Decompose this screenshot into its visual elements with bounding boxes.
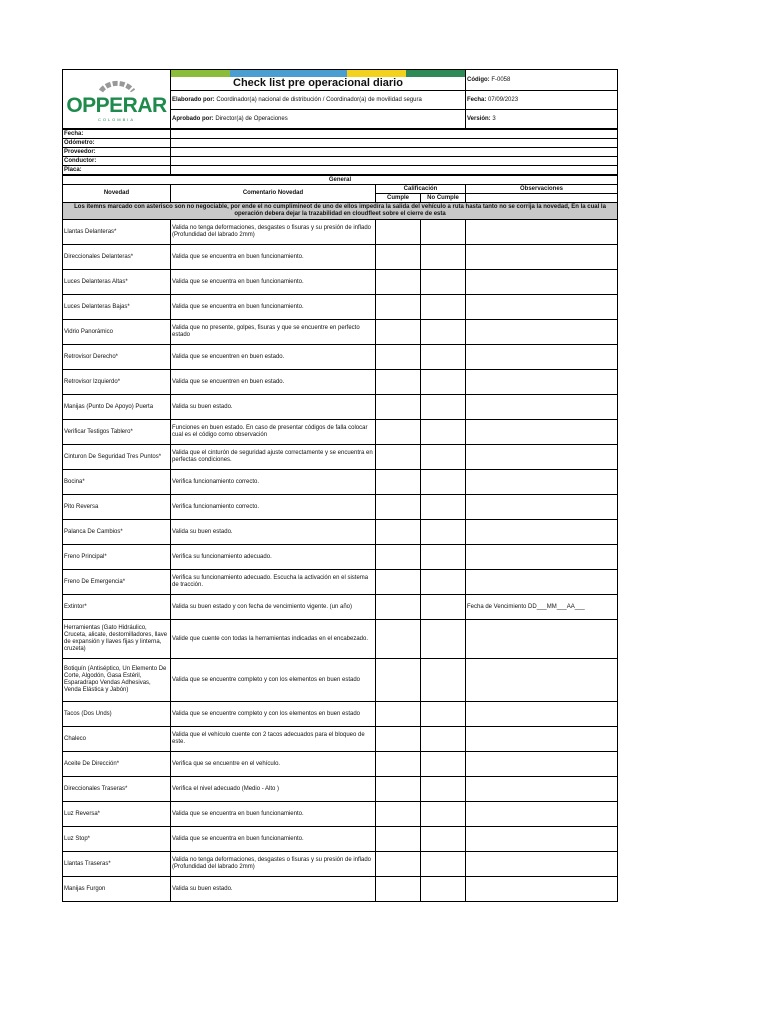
aprobado-value: Director(a) de Operaciones — [215, 115, 288, 122]
observaciones-cell[interactable] — [466, 777, 618, 802]
comentario-cell: Valida que no presente, golpes, fisuras y que se encuentre en perfecto estado — [171, 320, 376, 345]
cumple-checkbox-cell[interactable] — [376, 420, 421, 445]
info-label: Proveedor: — [63, 148, 171, 157]
comentario-cell: Funciones en buen estado. En caso de presentar códigos de falla colocar cual es el código como observación — [171, 420, 376, 445]
fecha-label: Fecha: — [467, 96, 487, 103]
cumple-checkbox-cell[interactable] — [376, 270, 421, 295]
observaciones-cell[interactable] — [466, 570, 618, 595]
comentario-cell: Valida que se encuentra en buen funcionamiento. — [171, 270, 376, 295]
info-value-field[interactable] — [171, 148, 618, 157]
cumple-checkbox-cell[interactable] — [376, 595, 421, 620]
checklist-row — [63, 752, 618, 777]
no-cumple-checkbox-cell[interactable] — [421, 495, 466, 520]
observaciones-cell[interactable] — [466, 445, 618, 470]
comentario-cell: Verifica funcionamiento correcto. — [171, 470, 376, 495]
observaciones-cell[interactable] — [466, 727, 618, 752]
cumple-checkbox-cell[interactable] — [376, 370, 421, 395]
comentario-cell: Valida que el vehículo cuente con 2 tacos adecuados para el bloqueo de este. — [171, 727, 376, 752]
cumple-checkbox-cell[interactable] — [376, 620, 421, 659]
info-row — [63, 148, 618, 157]
header-table — [62, 69, 618, 129]
comentario-cell: Verifica su funcionamiento adecuado. Escucha la activación en el sistema de tracción. — [171, 570, 376, 595]
novedad-cell: Herramientas (Gato Hidráulico, Cruceta, alicate, destornilladores, llave de expansión y llaves fijas y linterna, cruzeta) — [63, 620, 171, 659]
version-label: Versión: — [467, 115, 491, 122]
novedad-cell: Pito Reversa — [63, 495, 171, 520]
cumple-checkbox-cell[interactable] — [376, 345, 421, 370]
novedad-cell: Manijas (Punto De Apoyo) Puerta — [63, 395, 171, 420]
comentario-cell: Valida que se encuentra en buen funcionamiento. — [171, 295, 376, 320]
checklist-row — [63, 395, 618, 420]
observaciones-cell[interactable] — [466, 620, 618, 659]
novedad-cell: Verificar Testigos Tablero* — [63, 420, 171, 445]
observaciones-cell[interactable] — [466, 520, 618, 545]
logo-text: OPPERAR — [66, 94, 167, 117]
no-cumple-checkbox-cell[interactable] — [421, 620, 466, 659]
no-cumple-checkbox-cell[interactable] — [421, 827, 466, 852]
no-cumple-checkbox-cell[interactable] — [421, 270, 466, 295]
observaciones-cell[interactable] — [466, 395, 618, 420]
novedad-cell: Direccionales Traseras* — [63, 777, 171, 802]
checklist-table — [62, 175, 618, 902]
no-cumple-checkbox-cell[interactable] — [421, 445, 466, 470]
checklist-row — [63, 220, 618, 245]
comentario-cell: Verifica su funcionamiento adecuado. — [171, 545, 376, 570]
checklist-row — [63, 827, 618, 852]
notice-banner: Los ítemns marcado con asterisco son no negociable, por ende el no cumplimineot de uno de ellos impedira la salida del vehículo a ruta hasta tanto no se corrija la novedad, En la cual la operación debera dejar la trazabilidad en cloudfleet sobre el cierre de esta — [63, 203, 618, 220]
novedad-cell: Llantas Delanteras* — [63, 220, 171, 245]
section-title: General — [63, 176, 618, 185]
no-cumple-checkbox-cell[interactable] — [421, 802, 466, 827]
title-cell — [171, 70, 466, 91]
comentario-cell: Verifica funcionamiento correcto. — [171, 495, 376, 520]
checklist-row — [63, 320, 618, 345]
observaciones-cell[interactable] — [466, 495, 618, 520]
observaciones-cell[interactable] — [466, 852, 618, 877]
observaciones-cell[interactable] — [466, 320, 618, 345]
novedad-cell: Luces Delanteras Altas* — [63, 270, 171, 295]
novedad-cell: Bocina* — [63, 470, 171, 495]
observaciones-cell[interactable] — [466, 370, 618, 395]
observaciones-cell[interactable] — [466, 420, 618, 445]
logo-subtext: COLOMBIA — [97, 117, 136, 122]
no-cumple-checkbox-cell[interactable] — [421, 320, 466, 345]
version-value: 3 — [492, 115, 496, 122]
comentario-cell: Valida su buen estado. — [171, 520, 376, 545]
codigo-value: F-0058 — [491, 76, 511, 83]
comentario-cell: Valida que se encuentra en buen funcionamiento. — [171, 802, 376, 827]
observaciones-cell[interactable] — [466, 702, 618, 727]
cumple-checkbox-cell[interactable] — [376, 395, 421, 420]
checklist-row — [63, 727, 618, 752]
info-value-field[interactable] — [171, 157, 618, 166]
comentario-cell: Valida que se encuentre completo y con los elementos en buen estado — [171, 659, 376, 702]
info-label: Odómetro: — [63, 139, 171, 148]
aprobado-label: Aprobado por: — [172, 115, 214, 122]
comentario-cell: Valida que el cinturón de seguridad ajuste correctamente y se encuentra en perfectas condiciones. — [171, 445, 376, 470]
checklist-row — [63, 270, 618, 295]
novedad-cell: Freno Principal* — [63, 545, 171, 570]
codigo-cell — [466, 70, 618, 91]
column-cumple: Cumple — [376, 194, 421, 203]
info-value-field[interactable] — [171, 130, 618, 139]
observaciones-cell[interactable] — [466, 220, 618, 245]
info-value-field[interactable] — [171, 139, 618, 148]
aprobado-cell — [171, 110, 466, 129]
no-cumple-checkbox-cell[interactable] — [421, 702, 466, 727]
observaciones-cell[interactable] — [466, 802, 618, 827]
no-cumple-checkbox-cell[interactable] — [421, 295, 466, 320]
observaciones-cell[interactable]: Fecha de Vencimiento DD___MM___AA___ — [466, 595, 618, 620]
cumple-checkbox-cell[interactable] — [376, 445, 421, 470]
comentario-cell: Valida que se encuentre completo y con los elementos en buen estado — [171, 702, 376, 727]
comentario-cell: Valida que se encuentra en buen funcionamiento. — [171, 245, 376, 270]
observaciones-cell[interactable] — [466, 295, 618, 320]
checklist-row — [63, 295, 618, 320]
no-cumple-checkbox-cell[interactable] — [421, 520, 466, 545]
novedad-cell: Retrovisor Izquierdo* — [63, 370, 171, 395]
checklist-row — [63, 420, 618, 445]
no-cumple-checkbox-cell[interactable] — [421, 659, 466, 702]
checklist-row — [63, 470, 618, 495]
no-cumple-checkbox-cell[interactable] — [421, 595, 466, 620]
elaborado-cell — [171, 91, 466, 110]
observaciones-cell[interactable] — [466, 470, 618, 495]
cumple-checkbox-cell[interactable] — [376, 220, 421, 245]
novedad-cell: Aceite De Dirección* — [63, 752, 171, 777]
novedad-cell: Luz Stop* — [63, 827, 171, 852]
no-cumple-checkbox-cell[interactable] — [421, 245, 466, 270]
info-row — [63, 130, 618, 139]
version-cell — [466, 110, 618, 129]
comentario-cell: Valide que cuente con todas la herramientas indicadas en el encabezado. — [171, 620, 376, 659]
no-cumple-checkbox-cell[interactable] — [421, 470, 466, 495]
checklist-row — [63, 595, 618, 620]
column-observaciones: Observaciones — [466, 185, 618, 194]
observaciones-cell[interactable] — [466, 877, 618, 902]
checklist-row — [63, 570, 618, 595]
codigo-label: Código: — [467, 76, 490, 83]
cumple-checkbox-cell[interactable] — [376, 877, 421, 902]
column-novedad: Novedad — [63, 185, 171, 203]
cumple-checkbox-cell[interactable] — [376, 295, 421, 320]
logo — [63, 70, 171, 129]
observaciones-cell[interactable] — [466, 659, 618, 702]
column-observaciones-blank — [466, 194, 618, 203]
elaborado-label: Elaborado por: — [172, 96, 215, 103]
cumple-checkbox-cell[interactable] — [376, 570, 421, 595]
cumple-checkbox-cell[interactable] — [376, 702, 421, 727]
cumple-checkbox-cell[interactable] — [376, 320, 421, 345]
comentario-cell: Valida su buen estado y con fecha de vencimiento vigente. (un año) — [171, 595, 376, 620]
novedad-cell: Extintor* — [63, 595, 171, 620]
comentario-cell: Valida que se encuentra en buen funcionamiento. — [171, 827, 376, 852]
novedad-cell: Vidrio Panorámico — [63, 320, 171, 345]
checklist-row — [63, 802, 618, 827]
no-cumple-checkbox-cell[interactable] — [421, 852, 466, 877]
info-value-field[interactable] — [171, 166, 618, 175]
observaciones-cell[interactable] — [466, 752, 618, 777]
cumple-checkbox-cell[interactable] — [376, 245, 421, 270]
checklist-row — [63, 620, 618, 659]
novedad-cell: Luz Reversa* — [63, 802, 171, 827]
color-bar — [171, 70, 465, 77]
observaciones-cell[interactable] — [466, 245, 618, 270]
cumple-checkbox-cell[interactable] — [376, 470, 421, 495]
no-cumple-checkbox-cell[interactable] — [421, 395, 466, 420]
checklist-sheet — [62, 69, 617, 902]
no-cumple-checkbox-cell[interactable] — [421, 220, 466, 245]
comentario-cell: Verifica que se encuentre en el vehículo. — [171, 752, 376, 777]
checklist-row — [63, 520, 618, 545]
info-row — [63, 139, 618, 148]
novedad-cell: Direccionales Delanteras* — [63, 245, 171, 270]
cumple-checkbox-cell[interactable] — [376, 852, 421, 877]
info-row — [63, 157, 618, 166]
observaciones-cell[interactable] — [466, 345, 618, 370]
column-no-cumple: No Cumple — [421, 194, 466, 203]
checklist-row — [63, 245, 618, 270]
no-cumple-checkbox-cell[interactable] — [421, 420, 466, 445]
no-cumple-checkbox-cell[interactable] — [421, 752, 466, 777]
cumple-checkbox-cell[interactable] — [376, 659, 421, 702]
checklist-row — [63, 852, 618, 877]
cumple-checkbox-cell[interactable] — [376, 495, 421, 520]
logo-arc-icon — [87, 75, 147, 93]
fecha-value: 07/09/2023 — [488, 96, 519, 103]
elaborado-value: Coordinador(a) nacional de distribución / Coordinador(a) de movilidad segura — [216, 96, 422, 103]
checklist-row — [63, 659, 618, 702]
document-title: Check list pre operacional diario — [233, 77, 403, 89]
info-label: Conductor: — [63, 157, 171, 166]
novedad-cell: Cinturon De Seguridad Tres Puntos* — [63, 445, 171, 470]
checklist-row — [63, 345, 618, 370]
comentario-cell: Verifica el nivel adecuado (Medio - Alto ) — [171, 777, 376, 802]
comentario-cell: Valida no tenga deformaciones, desgastes o fisuras y su presión de inflado (Profundidad del labrado 2mm) — [171, 852, 376, 877]
column-calificacion: Calificación — [376, 185, 466, 194]
info-label: Fecha: — [63, 130, 171, 139]
comentario-cell: Valida que se encuentren en buen estado. — [171, 345, 376, 370]
checklist-row — [63, 545, 618, 570]
column-comentario: Comentario Novedad — [171, 185, 376, 203]
comentario-cell: Valida no tenga deformaciones, desgastes o fisuras y su presión de inflado (Profundidad del labrado 2mm) — [171, 220, 376, 245]
cumple-checkbox-cell[interactable] — [376, 827, 421, 852]
observaciones-cell[interactable] — [466, 545, 618, 570]
fecha-cell — [466, 91, 618, 110]
novedad-cell: Chaleco — [63, 727, 171, 752]
cumple-checkbox-cell[interactable] — [376, 752, 421, 777]
cumple-checkbox-cell[interactable] — [376, 520, 421, 545]
no-cumple-checkbox-cell[interactable] — [421, 545, 466, 570]
novedad-cell: Botiquín (Antiséptico, Un Elemento De Corte, Algodón, Gasa Estéril, Esparadrapo Vendas Adhesivas, Venda Elástica y Jabón) — [63, 659, 171, 702]
no-cumple-checkbox-cell[interactable] — [421, 370, 466, 395]
cumple-checkbox-cell[interactable] — [376, 802, 421, 827]
info-table — [62, 129, 618, 175]
checklist-row — [63, 370, 618, 395]
observaciones-cell[interactable] — [466, 827, 618, 852]
novedad-cell: Llantas Traseras* — [63, 852, 171, 877]
checklist-row — [63, 877, 618, 902]
info-row — [63, 166, 618, 175]
checklist-row — [63, 495, 618, 520]
no-cumple-checkbox-cell[interactable] — [421, 877, 466, 902]
no-cumple-checkbox-cell[interactable] — [421, 727, 466, 752]
novedad-cell: Tacos (Dos Unds) — [63, 702, 171, 727]
observaciones-cell[interactable] — [466, 270, 618, 295]
cumple-checkbox-cell[interactable] — [376, 727, 421, 752]
comentario-cell: Valida su buen estado. — [171, 877, 376, 902]
cumple-checkbox-cell[interactable] — [376, 545, 421, 570]
cumple-checkbox-cell[interactable] — [376, 777, 421, 802]
comentario-cell: Valida que se encuentren en buen estado. — [171, 370, 376, 395]
novedad-cell: Luces Delanteras Bajas* — [63, 295, 171, 320]
no-cumple-checkbox-cell[interactable] — [421, 570, 466, 595]
info-label: Placa: — [63, 166, 171, 175]
checklist-row — [63, 702, 618, 727]
checklist-row — [63, 777, 618, 802]
novedad-cell: Retrovisor Derecho* — [63, 345, 171, 370]
novedad-cell: Freno De Emergencia* — [63, 570, 171, 595]
novedad-cell: Manijas Furgon — [63, 877, 171, 902]
comentario-cell: Valida su buen estado. — [171, 395, 376, 420]
checklist-row — [63, 445, 618, 470]
no-cumple-checkbox-cell[interactable] — [421, 345, 466, 370]
no-cumple-checkbox-cell[interactable] — [421, 777, 466, 802]
novedad-cell: Palanca De Cambios* — [63, 520, 171, 545]
